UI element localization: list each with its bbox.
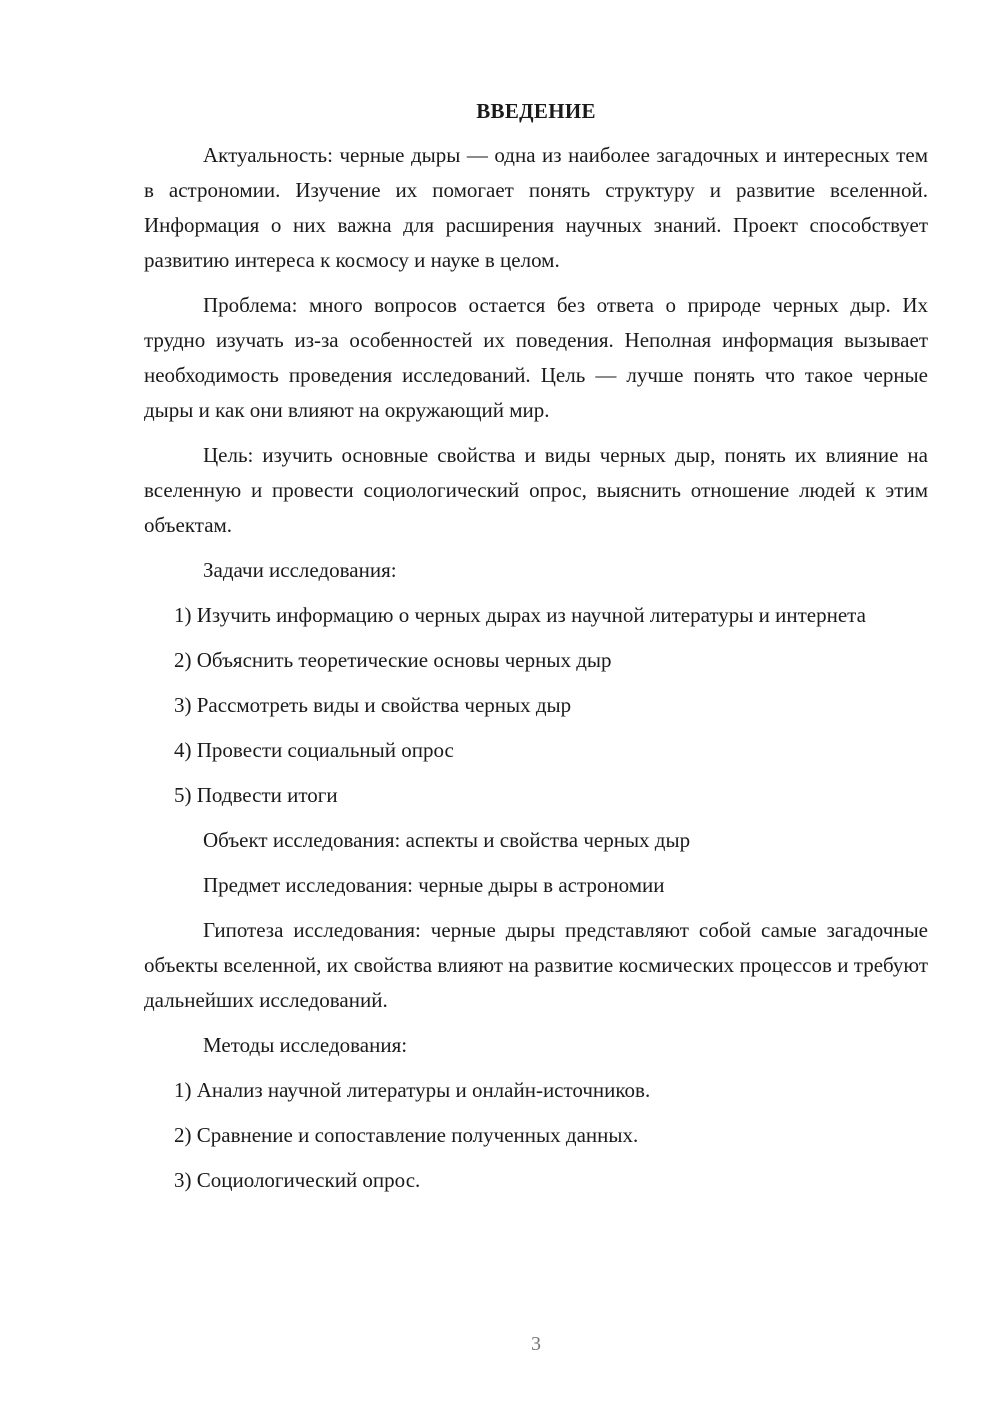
section-title: ВВЕДЕНИЕ <box>476 99 596 123</box>
method-item-1: 1) Анализ научной литературы и онлайн-источников. <box>174 1078 651 1102</box>
task-item-4: 4) Провести социальный опрос <box>174 738 454 762</box>
hypothesis-paragraph: Гипотеза исследования: черные дыры представляют собой самые загадочные объекты вселенной, их свойства влияют на развитие космических процессов и требуют дальнейших исследований. <box>144 918 928 1012</box>
relevance-paragraph: Актуальность: черные дыры — одна из наиболее загадочных и интересных тем в астрономии. Изучение их помогает понять структуру и развитие вселенной. Информация о них важна для расширения научных знаний. Проект способствует развитию интереса к космосу и науке в целом. <box>144 143 928 272</box>
method-item-2: 2) Сравнение и сопоставление полученных данных. <box>174 1123 639 1147</box>
task-item-3: 3) Рассмотреть виды и свойства черных дыр <box>174 693 572 717</box>
task-item-1: 1) Изучить информацию о черных дырах из научной литературы и интернета <box>174 603 866 627</box>
task-item-2: 2) Объяснить теоретические основы черных дыр <box>174 648 612 672</box>
methods-heading: Методы исследования: <box>203 1033 408 1057</box>
object-paragraph: Объект исследования: аспекты и свойства черных дыр <box>203 828 691 852</box>
goal-paragraph: Цель: изучить основные свойства и виды черных дыр, понять их влияние на вселенную и провести социологический опрос, выяснить отношение людей к этим объектам. <box>144 443 928 537</box>
page-number: 3 <box>531 1333 541 1355</box>
tasks-heading: Задачи исследования: <box>203 558 397 582</box>
document-page <box>144 96 928 1208</box>
method-item-3: 3) Социологический опрос. <box>174 1168 421 1192</box>
subject-paragraph: Предмет исследования: черные дыры в астрономии <box>203 873 665 897</box>
task-item-5: 5) Подвести итоги <box>174 783 338 807</box>
problem-paragraph: Проблема: много вопросов остается без ответа о природе черных дыр. Их трудно изучать из-за особенностей их поведения. Неполная информация вызывает необходимость проведения исследований. Цель — лучше понять что такое черные дыры и как они влияют на окружающий мир. <box>144 293 928 422</box>
